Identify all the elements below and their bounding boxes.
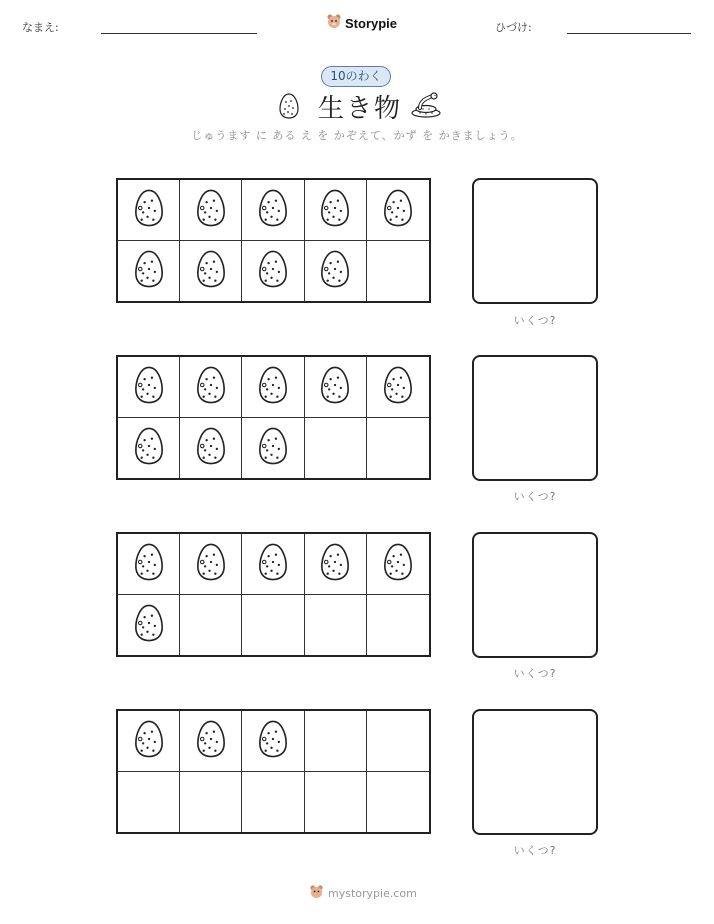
ten-frame-cell bbox=[180, 418, 242, 479]
egg-icon bbox=[134, 366, 164, 408]
ten-frame-cell bbox=[118, 534, 180, 595]
footer bbox=[309, 884, 417, 902]
egg-icon bbox=[134, 427, 164, 469]
ten-frame-cell bbox=[305, 357, 367, 418]
egg-icon bbox=[134, 720, 164, 762]
egg-icon bbox=[383, 189, 413, 231]
ten-frame-cell bbox=[305, 772, 367, 833]
ten-frame-cell bbox=[305, 180, 367, 241]
ten-frame-cell bbox=[118, 711, 180, 772]
name-write-line[interactable] bbox=[101, 33, 257, 34]
ten-frame-cell bbox=[242, 180, 304, 241]
egg-icon bbox=[196, 543, 226, 585]
date-write-line[interactable] bbox=[567, 33, 691, 34]
ten-frame-4 bbox=[116, 709, 431, 834]
egg-icon bbox=[258, 366, 288, 408]
egg-icon bbox=[320, 189, 350, 231]
ten-frame-cell bbox=[180, 711, 242, 772]
egg-icon bbox=[320, 366, 350, 408]
egg-icon bbox=[196, 189, 226, 231]
egg-icon bbox=[279, 93, 299, 123]
egg-icon bbox=[258, 427, 288, 469]
ten-frame-cell bbox=[118, 595, 180, 656]
ten-frame-cell bbox=[242, 772, 304, 833]
topic-badge: 10のわく bbox=[321, 66, 391, 87]
egg-icon bbox=[383, 543, 413, 585]
bear-mascot-icon bbox=[326, 13, 342, 33]
egg-icon bbox=[258, 189, 288, 231]
ten-frame-cell bbox=[305, 711, 367, 772]
ten-frame-cell bbox=[367, 418, 429, 479]
egg-icon bbox=[258, 250, 288, 292]
brand-logo bbox=[326, 13, 397, 33]
ten-frame-cell bbox=[305, 418, 367, 479]
ten-frame-cell bbox=[305, 595, 367, 656]
ten-frame-cell bbox=[242, 357, 304, 418]
bear-mascot-icon bbox=[309, 884, 324, 902]
brand-name: Storypie bbox=[345, 15, 398, 31]
ten-frame-cell bbox=[242, 418, 304, 479]
ten-frame-cell bbox=[242, 711, 304, 772]
egg-icon bbox=[320, 543, 350, 585]
ten-frame-cell bbox=[242, 241, 304, 302]
egg-icon bbox=[320, 250, 350, 292]
ten-frame-cell bbox=[118, 180, 180, 241]
ten-frame-cell bbox=[367, 180, 429, 241]
ten-frame-cell bbox=[118, 241, 180, 302]
ten-frame-2 bbox=[116, 355, 431, 480]
egg-icon bbox=[134, 543, 164, 585]
egg-icon bbox=[134, 189, 164, 231]
page-title: 生き物 bbox=[318, 94, 403, 124]
ten-frame-cell bbox=[118, 418, 180, 479]
ten-frame-cell bbox=[367, 595, 429, 656]
ten-frame-cell bbox=[180, 357, 242, 418]
answer-prompt-2: いくつ? bbox=[513, 490, 557, 503]
egg-icon bbox=[196, 366, 226, 408]
instructions: じゅうます に ある え を かぞえて、かず を かきましょう。 bbox=[191, 129, 523, 142]
ten-frame-cell bbox=[367, 772, 429, 833]
ten-frame-1 bbox=[116, 178, 431, 303]
answer-box-2[interactable] bbox=[472, 355, 598, 481]
egg-icon bbox=[258, 720, 288, 762]
ten-frame-cell bbox=[180, 180, 242, 241]
footer-url: mystorypie.com bbox=[328, 886, 417, 900]
answer-prompt-1: いくつ? bbox=[513, 314, 557, 327]
egg-icon bbox=[134, 604, 164, 646]
answer-prompt-3: いくつ? bbox=[513, 667, 557, 680]
ten-frame-cell bbox=[367, 534, 429, 595]
ten-frame-cell bbox=[367, 711, 429, 772]
egg-icon bbox=[196, 250, 226, 292]
ten-frame-cell bbox=[305, 534, 367, 595]
egg-icon bbox=[196, 427, 226, 469]
ten-frame-cell bbox=[180, 241, 242, 302]
ten-frame-cell bbox=[180, 772, 242, 833]
ten-frame-cell bbox=[180, 595, 242, 656]
ten-frame-cell bbox=[305, 241, 367, 302]
egg-icon bbox=[258, 543, 288, 585]
ten-frame-3 bbox=[116, 532, 431, 657]
egg-icon bbox=[383, 366, 413, 408]
snake-icon bbox=[408, 92, 444, 122]
egg-icon bbox=[196, 720, 226, 762]
date-label: ひづけ: bbox=[495, 21, 532, 34]
egg-icon bbox=[134, 250, 164, 292]
ten-frame-cell bbox=[118, 772, 180, 833]
answer-box-1[interactable] bbox=[472, 178, 598, 304]
ten-frame-cell bbox=[118, 357, 180, 418]
ten-frame-cell bbox=[242, 534, 304, 595]
answer-box-4[interactable] bbox=[472, 709, 598, 835]
ten-frame-cell bbox=[367, 241, 429, 302]
ten-frame-cell bbox=[180, 534, 242, 595]
answer-prompt-4: いくつ? bbox=[513, 844, 557, 857]
ten-frame-cell bbox=[242, 595, 304, 656]
ten-frame-cell bbox=[367, 357, 429, 418]
answer-box-3[interactable] bbox=[472, 532, 598, 658]
name-label: なまえ: bbox=[22, 21, 59, 34]
